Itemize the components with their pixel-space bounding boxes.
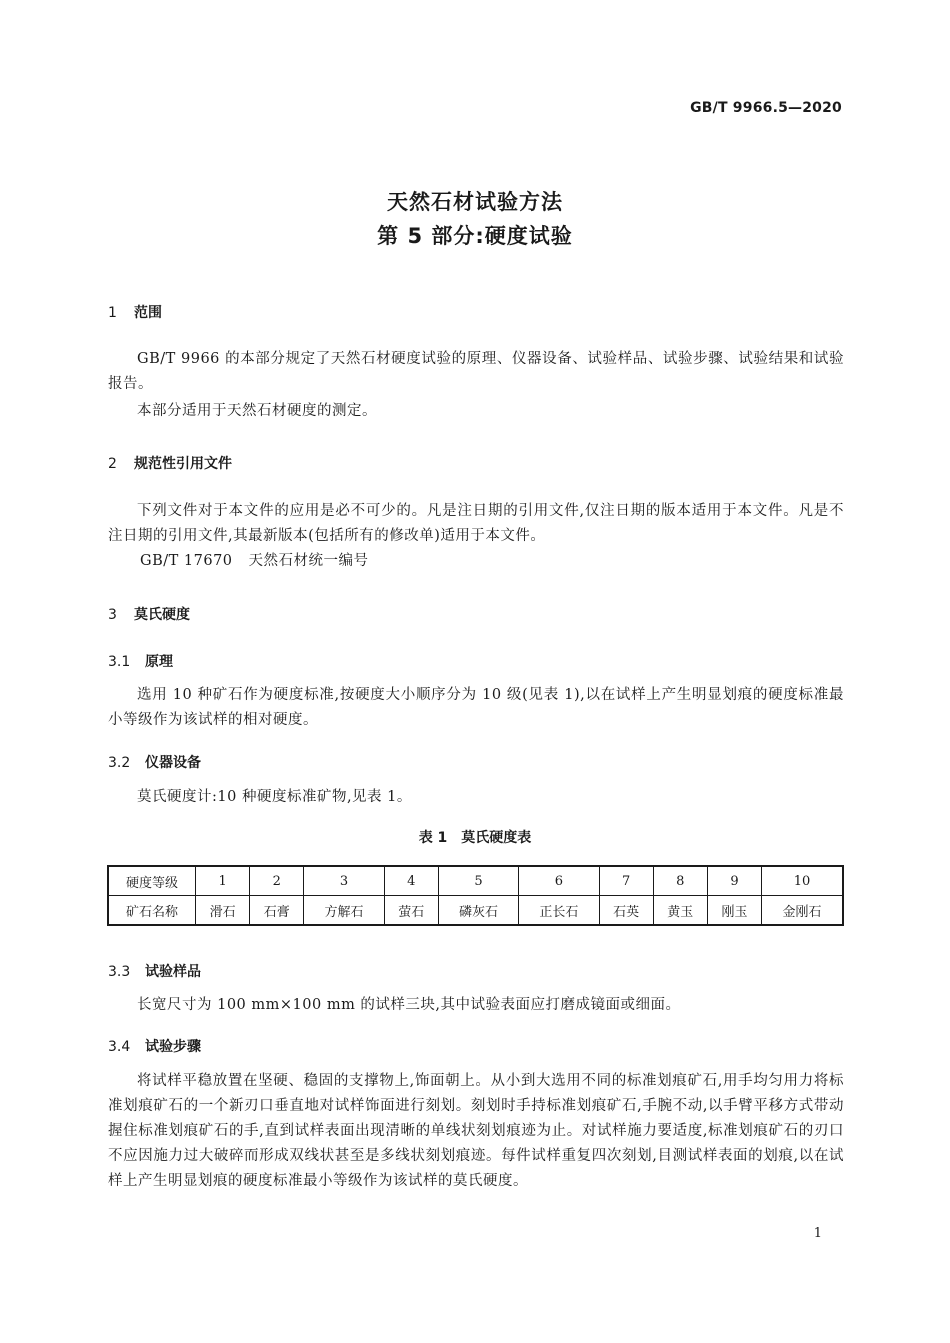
section-3-2-paragraph: 莫氏硬度计:10 种硬度标准矿物,见表 1。 (137, 789, 412, 805)
page-number: 1 (813, 1226, 822, 1241)
table-cell: 6 (519, 866, 599, 896)
reference-code: GB/T 17670 (140, 553, 233, 569)
table-row (108, 866, 843, 896)
table-cell: 黄玉 (653, 896, 707, 926)
section-1-paragraph-1: GB/T 9966 的本部分规定了天然石材硬度试验的原理、仪器设备、试验样品、试验步骤、试验结果和试验报告。 (108, 351, 844, 392)
section-3-4-paragraph: 将试样平稳放置在坚硬、稳固的支撑物上,饰面朝上。从小到大选用不同的标准划痕矿石,用手均匀用力将标准划痕矿石的一个新刃口垂直地对试样饰面进行刻划。刻划时手持标准划痕矿石,手腕不动,以手臂平移方式带动握住标准划痕矿石的手,直到试样表面出现清晰的单线状刻划痕迹为止。对试样施力要适度,标准划痕矿石的刃口不应因施力过大破碎而形成双线状甚至是多线状刻划痕迹。每件试样重复四次刻划,目测试样表面的划痕,以在试样上产生明显划痕的硬度标准最小等级作为该试样的莫氏硬度。 (108, 1073, 844, 1189)
section-title: 原理 (145, 654, 173, 670)
table-cell: 4 (384, 866, 438, 896)
document-title: 天然石材试验方法 (387, 190, 563, 214)
section-title: 仪器设备 (145, 755, 201, 771)
document-subtitle: 第 5 部分:硬度试验 (377, 224, 573, 248)
section-number: 3.4 (108, 1039, 131, 1055)
table-cell: 刚玉 (707, 896, 761, 926)
section-number: 3.1 (108, 654, 131, 670)
table-cell: 石膏 (250, 896, 304, 926)
section-3-2-heading (108, 752, 201, 772)
table-cell: 滑石 (196, 896, 250, 926)
section-2-heading (108, 453, 232, 473)
table-cell: 1 (196, 866, 250, 896)
table-cell: 10 (762, 866, 843, 896)
standard-number: GB/T 9966.5—2020 (690, 100, 842, 116)
section-number: 1 (108, 305, 117, 321)
section-3-3-paragraph: 长宽尺寸为 100 mm×100 mm 的试样三块,其中试验表面应打磨成镜面或细面。 (137, 997, 681, 1013)
section-3-heading (108, 604, 190, 624)
table-cell: 磷灰石 (438, 896, 518, 926)
normative-reference (140, 549, 369, 574)
table-cell: 金刚石 (762, 896, 843, 926)
table-cell: 萤石 (384, 896, 438, 926)
section-title: 试验样品 (145, 964, 201, 980)
table-cell: 正长石 (519, 896, 599, 926)
table-caption: 表 1 莫氏硬度表 (418, 830, 532, 846)
table-row-header: 硬度等级 (108, 866, 196, 896)
table-cell: 3 (304, 866, 384, 896)
mohs-hardness-table (107, 865, 844, 926)
section-number: 3.3 (108, 964, 131, 980)
section-3-1-heading (108, 651, 173, 671)
section-title: 规范性引用文件 (134, 456, 232, 472)
section-title: 试验步骤 (145, 1039, 201, 1055)
section-3-3-heading (108, 961, 201, 981)
table-cell: 石英 (599, 896, 653, 926)
section-title: 范围 (134, 305, 162, 321)
section-number: 3 (108, 607, 117, 623)
section-title: 莫氏硬度 (134, 607, 190, 623)
table-cell: 8 (653, 866, 707, 896)
section-3-1-paragraph: 选用 10 种矿石作为硬度标准,按硬度大小顺序分为 10 级(见表 1),以在试样上产生明显划痕的硬度标准最小等级作为该试样的相对硬度。 (108, 687, 844, 728)
section-3-4-heading (108, 1036, 201, 1056)
table-row (108, 896, 843, 926)
table-cell: 7 (599, 866, 653, 896)
section-1-paragraph-2: 本部分适用于天然石材硬度的测定。 (137, 403, 377, 419)
table-cell: 9 (707, 866, 761, 896)
table-row-header: 矿石名称 (108, 896, 196, 926)
table-cell: 5 (438, 866, 518, 896)
section-number: 3.2 (108, 755, 131, 771)
section-1-heading (108, 302, 162, 322)
section-number: 2 (108, 456, 117, 472)
section-2-paragraph-1: 下列文件对于本文件的应用是必不可少的。凡是注日期的引用文件,仅注日期的版本适用于本文件。凡是不注日期的引用文件,其最新版本(包括所有的修改单)适用于本文件。 (108, 503, 844, 544)
table-cell: 2 (250, 866, 304, 896)
reference-title: 天然石材统一编号 (248, 553, 369, 569)
table-cell: 方解石 (304, 896, 384, 926)
